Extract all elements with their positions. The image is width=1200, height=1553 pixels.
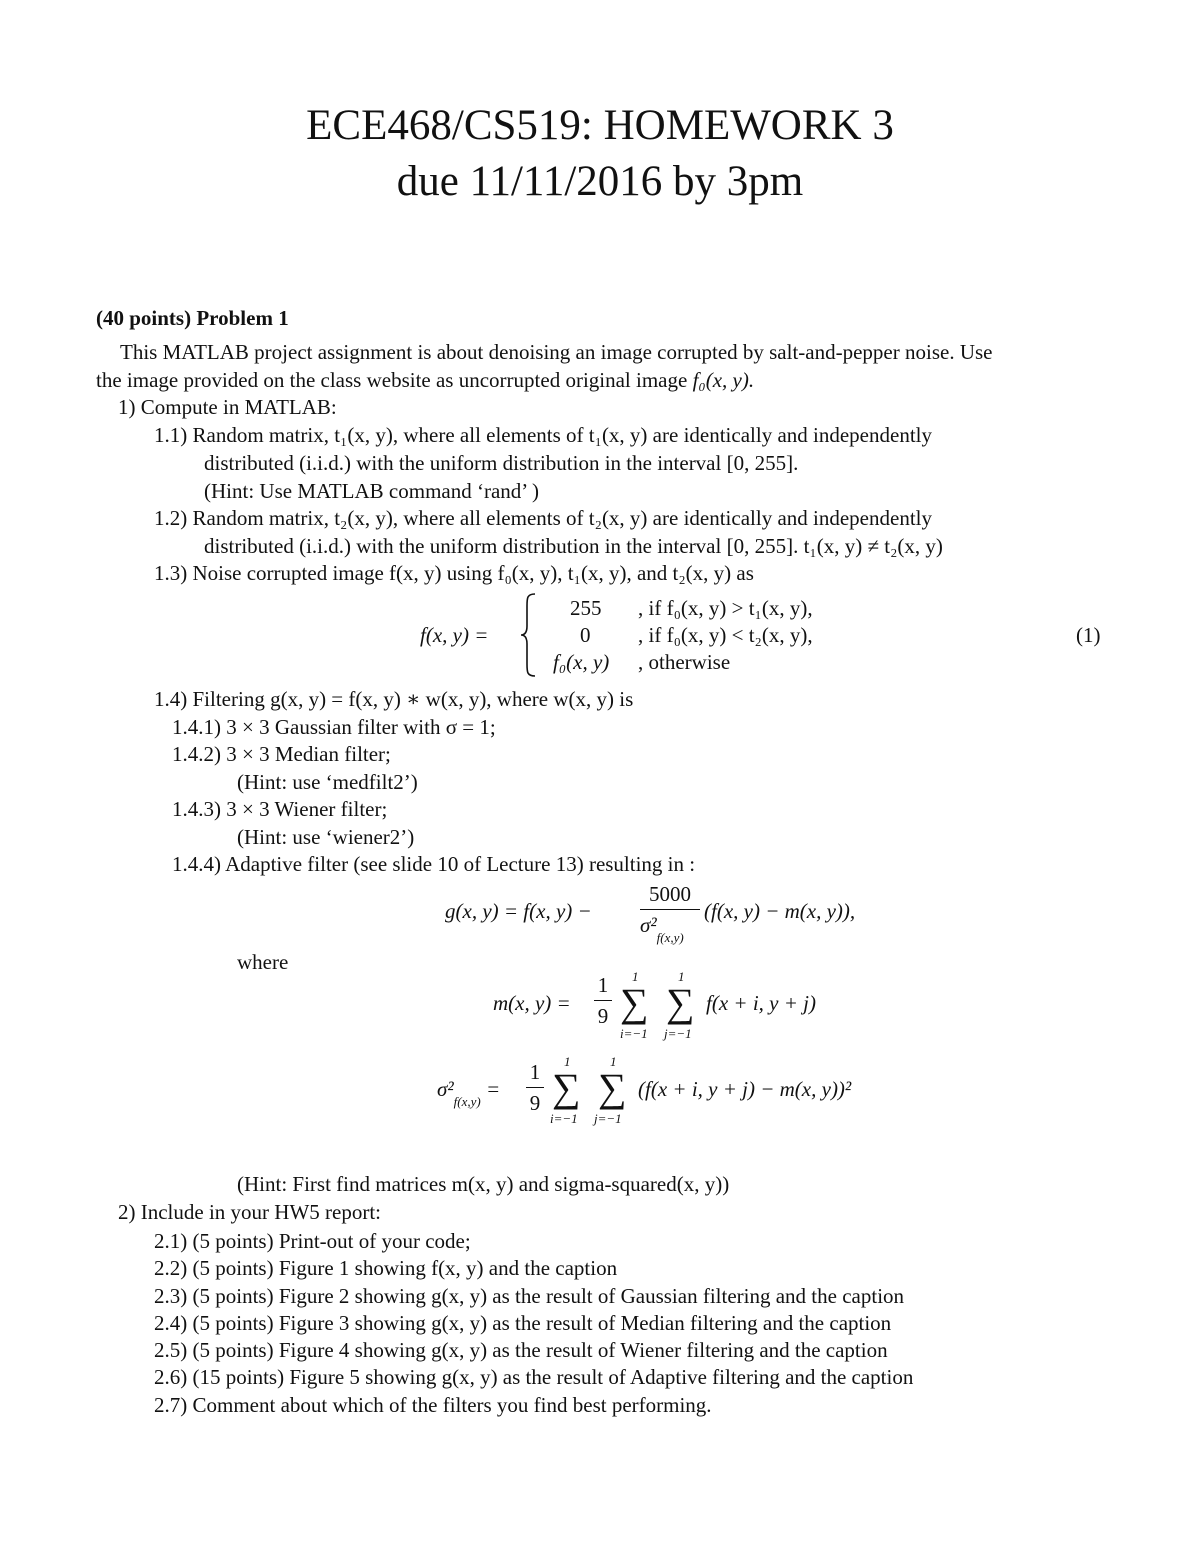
eq1-case1-cond: , if f₀(x, y) > t₁(x, y),	[638, 596, 813, 620]
intro-line-2	[96, 370, 754, 391]
eq1-case1-value: 255	[570, 596, 602, 620]
eq1-case2-cond: , if f₀(x, y) < t₂(x, y),	[638, 623, 813, 647]
eq-g-den-sigma: σ²	[640, 913, 657, 937]
eq1-case2-value: 0	[580, 623, 591, 647]
eq-s-rhs: (f(x + i, y + j) − m(x, y))²	[638, 1077, 852, 1101]
hint-matrices: (Hint: First find matrices m(x, y) and sigma-squared(x, y))	[237, 1172, 730, 1196]
eq-g-rhs: (f(x, y) − m(x, y)),	[704, 899, 856, 923]
list-item-1-4-4: 1.4.4) Adaptive filter (see slide 10 of Lecture 13) resulting in :	[172, 852, 696, 876]
fraction-bar	[594, 1000, 612, 1001]
eq-g-lhs: g(x, y) = f(x, y) −	[445, 899, 592, 923]
eq1-case3-value: f₀(x, y)	[553, 650, 610, 674]
sum-lower-i2: i=−1	[550, 1111, 578, 1126]
list-item-1-4: 1.4) Filtering g(x, y) = f(x, y) ∗ w(x, y), where w(x, y) is	[154, 687, 634, 711]
list-item-2-2: 2.2) (5 points) Figure 1 showing f(x, y) and the caption	[154, 1256, 618, 1280]
eq1-lhs: f(x, y) =	[420, 623, 489, 647]
eq-g-den-sub: f(x,y)	[656, 930, 684, 945]
due-date: due 11/11/2016 by 3pm	[396, 158, 804, 205]
list-item-2-7: 2.7) Comment about which of the filters you find best performing.	[154, 1393, 712, 1417]
list-item-1-2-cont: distributed (i.i.d.) with the uniform distribution in the interval [0, 255]. t₁(x, y) ≠ t₂(x, y)	[204, 534, 943, 558]
eq-g-numerator: 5000	[649, 882, 691, 906]
list-item-2-6: 2.6) (15 points) Figure 5 showing g(x, y) as the result of Adaptive filtering and the caption	[154, 1365, 914, 1389]
fraction-bar	[526, 1087, 544, 1088]
sum-i2-symbol: ∑	[552, 1065, 581, 1110]
list-item-1: 1) Compute in MATLAB:	[118, 395, 337, 419]
eq-s-equals: =	[480, 1077, 501, 1101]
list-item-2: 2) Include in your HW5 report:	[118, 1200, 382, 1224]
sum-j2-symbol: ∑	[598, 1065, 627, 1110]
where-label: where	[237, 950, 289, 974]
sum-upper-i: 1	[632, 969, 639, 984]
list-item-2-3: 2.3) (5 points) Figure 2 showing g(x, y) as the result of Gaussian filtering and the caption	[154, 1284, 905, 1308]
eq-m-one: 1	[597, 973, 609, 997]
list-item-2-4: 2.4) (5 points) Figure 3 showing g(x, y) as the result of Median filtering and the caption	[154, 1311, 892, 1335]
list-item-1-4-1: 1.4.1) 3 × 3 Gaussian filter with σ = 1;	[172, 715, 496, 739]
list-item-1-4-2: 1.4.2) 3 × 3 Median filter;	[172, 742, 391, 766]
sum-lower-j2: j=−1	[594, 1111, 622, 1126]
list-item-1-1-cont: distributed (i.i.d.) with the uniform distribution in the interval [0, 255].	[204, 451, 799, 475]
list-item-1-3: 1.3) Noise corrupted image f(x, y) using f₀(x, y), t₁(x, y), and t₂(x, y) as	[154, 561, 754, 585]
list-item-1-1-hint: (Hint: Use MATLAB command ‘rand’ )	[204, 479, 539, 503]
list-item-1-4-3: 1.4.3) 3 × 3 Wiener filter;	[172, 797, 388, 821]
eq1-case3-cond: , otherwise	[638, 650, 731, 674]
sum-lower-i: i=−1	[620, 1026, 648, 1041]
list-item-2-1: 2.1) (5 points) Print-out of your code;	[154, 1229, 471, 1253]
fraction-bar	[640, 909, 700, 910]
sum-upper-j2: 1	[610, 1054, 617, 1069]
sum-i-symbol: ∑	[620, 980, 649, 1025]
eq-s-lhs	[437, 1077, 501, 1109]
intro-line-2-text: the image provided on the class website as uncorrupted original image	[96, 368, 688, 392]
eq-m-rhs: f(x + i, y + j)	[706, 991, 816, 1015]
sum-lower-j: j=−1	[664, 1026, 692, 1041]
eq-s-sigma: σ²	[437, 1077, 454, 1101]
doc-title: ECE468/CS519: HOMEWORK 3	[306, 102, 894, 149]
eq-g-denominator	[640, 913, 684, 945]
eq-m-nine: 9	[597, 1004, 609, 1028]
eq-s-nine: 9	[529, 1091, 541, 1115]
eq-s-one: 1	[529, 1060, 541, 1084]
list-item-1-4-2-hint: (Hint: use ‘medfilt2’)	[237, 770, 418, 794]
sum-j-symbol: ∑	[666, 980, 695, 1025]
eq-s-sub: f(x,y)	[453, 1094, 481, 1109]
eq-m-lhs: m(x, y) =	[493, 991, 571, 1015]
problem-heading: (40 points) Problem 1	[96, 306, 289, 330]
sum-upper-j: 1	[678, 969, 685, 984]
list-item-1-4-3-hint: (Hint: use ‘wiener2’)	[237, 825, 415, 849]
brace-icon	[519, 592, 537, 678]
list-item-2-5: 2.5) (5 points) Figure 4 showing g(x, y) as the result of Wiener filtering and the caption	[154, 1338, 888, 1362]
equation-number: (1)	[1076, 623, 1101, 647]
intro-line-1: This MATLAB project assignment is about denoising an image corrupted by salt-and-pepper noise. Use	[120, 340, 993, 364]
f0-symbol: f₀(x, y).	[692, 368, 755, 392]
sum-upper-i2: 1	[564, 1054, 571, 1069]
list-item-1-1: 1.1) Random matrix, t₁(x, y), where all elements of t₁(x, y) are identically and independently	[154, 423, 932, 447]
list-item-1-2: 1.2) Random matrix, t₂(x, y), where all elements of t₂(x, y) are identically and independently	[154, 506, 932, 530]
